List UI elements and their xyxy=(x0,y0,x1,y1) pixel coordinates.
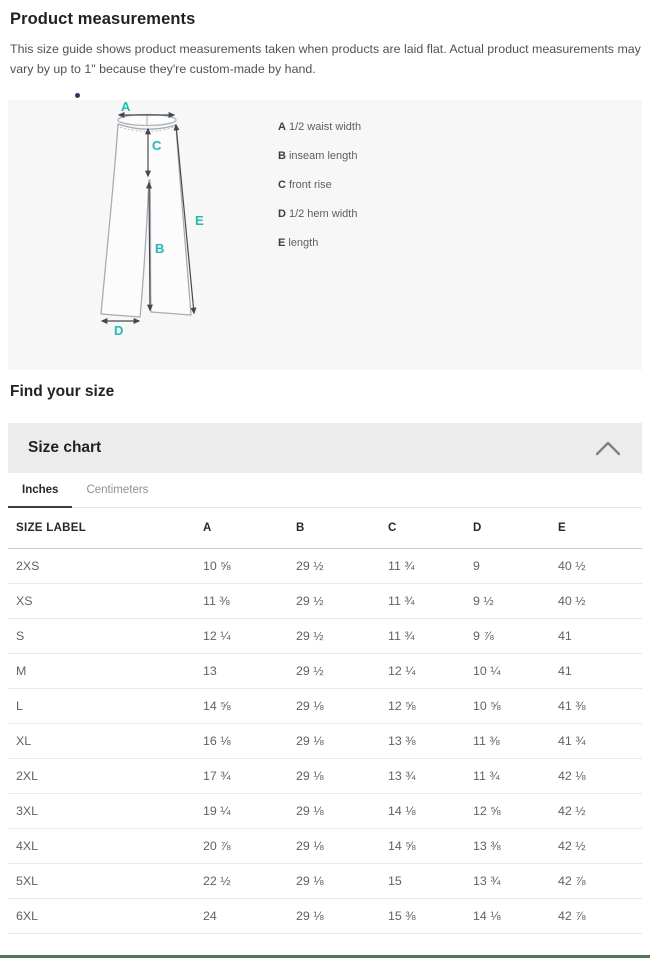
value-cell: 9 xyxy=(465,548,550,583)
value-cell: 42 ⅞ xyxy=(550,898,642,933)
unit-tabs xyxy=(8,473,642,508)
size-label-cell: 4XL xyxy=(8,828,195,863)
value-cell: 29 ½ xyxy=(288,548,380,583)
legend-text: front rise xyxy=(288,179,332,191)
value-cell: 10 ¼ xyxy=(465,653,550,688)
size-label-cell: M xyxy=(8,653,195,688)
size-label-cell: 2XL xyxy=(8,758,195,793)
value-cell: 29 ⅛ xyxy=(288,723,380,758)
value-cell: 11 ¾ xyxy=(380,548,465,583)
value-cell: 13 xyxy=(195,653,288,688)
value-cell: 9 ⅞ xyxy=(465,618,550,653)
value-cell: 40 ½ xyxy=(550,583,642,618)
legend-key: A xyxy=(278,121,286,133)
value-cell: 16 ⅛ xyxy=(195,723,288,758)
size-label-cell: 5XL xyxy=(8,863,195,898)
legend-text: length xyxy=(288,237,319,249)
value-cell: 12 ⅝ xyxy=(465,793,550,828)
value-cell: 29 ⅛ xyxy=(288,793,380,828)
value-cell: 13 ⅜ xyxy=(380,723,465,758)
value-cell: 14 ⅛ xyxy=(465,898,550,933)
value-cell: 41 ⅜ xyxy=(550,688,642,723)
legend-key: C xyxy=(278,179,286,191)
size-label-cell: XL xyxy=(8,723,195,758)
legend-item-b xyxy=(278,150,361,162)
find-your-size-heading: Find your size xyxy=(10,383,115,400)
table-row xyxy=(8,898,642,933)
col-header-d: D xyxy=(465,508,550,548)
chevron-up-icon[interactable] xyxy=(594,440,622,456)
table-row xyxy=(8,723,642,758)
size-table xyxy=(8,508,642,934)
table-row xyxy=(8,828,642,863)
value-cell: 13 ¾ xyxy=(380,758,465,793)
diagram-label-b: B xyxy=(155,241,165,256)
value-cell: 22 ½ xyxy=(195,863,288,898)
table-row xyxy=(8,548,642,583)
tab-centimeters[interactable]: Centimeters xyxy=(86,483,149,496)
value-cell: 19 ¼ xyxy=(195,793,288,828)
table-row xyxy=(8,653,642,688)
size-label-cell: L xyxy=(8,688,195,723)
col-header-b: B xyxy=(288,508,380,548)
value-cell: 10 ⅝ xyxy=(195,548,288,583)
size-label-cell: 2XS xyxy=(8,548,195,583)
value-cell: 9 ½ xyxy=(465,583,550,618)
tab-inches[interactable]: Inches xyxy=(8,473,72,508)
legend-key: D xyxy=(278,208,286,220)
value-cell: 14 ⅛ xyxy=(380,793,465,828)
value-cell: 29 ⅛ xyxy=(288,758,380,793)
value-cell: 42 ½ xyxy=(550,828,642,863)
col-header-size-label: SIZE LABEL xyxy=(8,508,195,548)
legend-item-d xyxy=(278,208,361,220)
legend-text: inseam length xyxy=(288,150,358,162)
size-label-cell: XS xyxy=(8,583,195,618)
table-row xyxy=(8,583,642,618)
size-label-cell: S xyxy=(8,618,195,653)
col-header-a: A xyxy=(195,508,288,548)
size-table-container xyxy=(8,508,642,934)
value-cell: 15 xyxy=(380,863,465,898)
value-cell: 12 ¼ xyxy=(195,618,288,653)
legend-key: E xyxy=(278,237,286,249)
size-chart-title: Size chart xyxy=(28,439,102,456)
value-cell: 42 ⅛ xyxy=(550,758,642,793)
value-cell: 41 ¾ xyxy=(550,723,642,758)
pants-diagram xyxy=(96,100,206,340)
value-cell: 12 ⅝ xyxy=(380,688,465,723)
diagram-label-e: E xyxy=(195,213,204,228)
table-row xyxy=(8,688,642,723)
table-header-row xyxy=(8,508,642,548)
value-cell: 13 ⅜ xyxy=(465,828,550,863)
value-cell: 13 ¾ xyxy=(465,863,550,898)
page-description: This size guide shows product measurements taken when products are laid flat. Actual product measurements may vary by up to 1" because they're custom-made by hand. xyxy=(10,42,641,76)
value-cell: 17 ¾ xyxy=(195,758,288,793)
diagram-label-c: C xyxy=(152,138,162,153)
legend-item-c xyxy=(278,179,361,191)
value-cell: 40 ½ xyxy=(550,548,642,583)
value-cell: 29 ⅛ xyxy=(288,863,380,898)
value-cell: 14 ⅝ xyxy=(380,828,465,863)
value-cell: 11 ⅜ xyxy=(195,583,288,618)
value-cell: 29 ½ xyxy=(288,653,380,688)
col-header-c: C xyxy=(380,508,465,548)
value-cell: 10 ⅝ xyxy=(465,688,550,723)
col-header-e: E xyxy=(550,508,642,548)
value-cell: 14 ⅝ xyxy=(195,688,288,723)
value-cell: 29 ½ xyxy=(288,618,380,653)
table-row xyxy=(8,793,642,828)
legend-key: B xyxy=(278,150,286,162)
measurement-legend xyxy=(278,121,361,266)
value-cell: 11 ¾ xyxy=(465,758,550,793)
value-cell: 11 ¾ xyxy=(380,618,465,653)
measurement-diagram-panel xyxy=(8,100,642,370)
legend-item-e xyxy=(278,237,361,249)
table-row xyxy=(8,758,642,793)
value-cell: 24 xyxy=(195,898,288,933)
value-cell: 15 ⅜ xyxy=(380,898,465,933)
value-cell: 41 xyxy=(550,653,642,688)
legend-text: 1/2 hem width xyxy=(288,208,358,220)
value-cell: 29 ½ xyxy=(288,583,380,618)
value-cell: 41 xyxy=(550,618,642,653)
pants-outline xyxy=(101,124,191,317)
value-cell: 11 ¾ xyxy=(380,583,465,618)
size-chart-accordion-header[interactable] xyxy=(8,423,642,473)
table-row xyxy=(8,618,642,653)
value-cell: 29 ⅛ xyxy=(288,898,380,933)
value-cell: 29 ⅛ xyxy=(288,688,380,723)
value-cell: 11 ⅜ xyxy=(465,723,550,758)
value-cell: 42 ½ xyxy=(550,793,642,828)
value-cell: 12 ¼ xyxy=(380,653,465,688)
value-cell: 20 ⅞ xyxy=(195,828,288,863)
page-title: Product measurements xyxy=(10,10,196,28)
size-label-cell: 6XL xyxy=(8,898,195,933)
indicator-dot xyxy=(75,93,80,98)
value-cell: 29 ⅛ xyxy=(288,828,380,863)
legend-text: 1/2 waist width xyxy=(288,121,362,133)
diagram-label-d: D xyxy=(114,323,124,338)
size-label-cell: 3XL xyxy=(8,793,195,828)
diagram-label-a: A xyxy=(121,100,131,114)
legend-item-a xyxy=(278,121,361,133)
table-row xyxy=(8,863,642,898)
value-cell: 42 ⅞ xyxy=(550,863,642,898)
